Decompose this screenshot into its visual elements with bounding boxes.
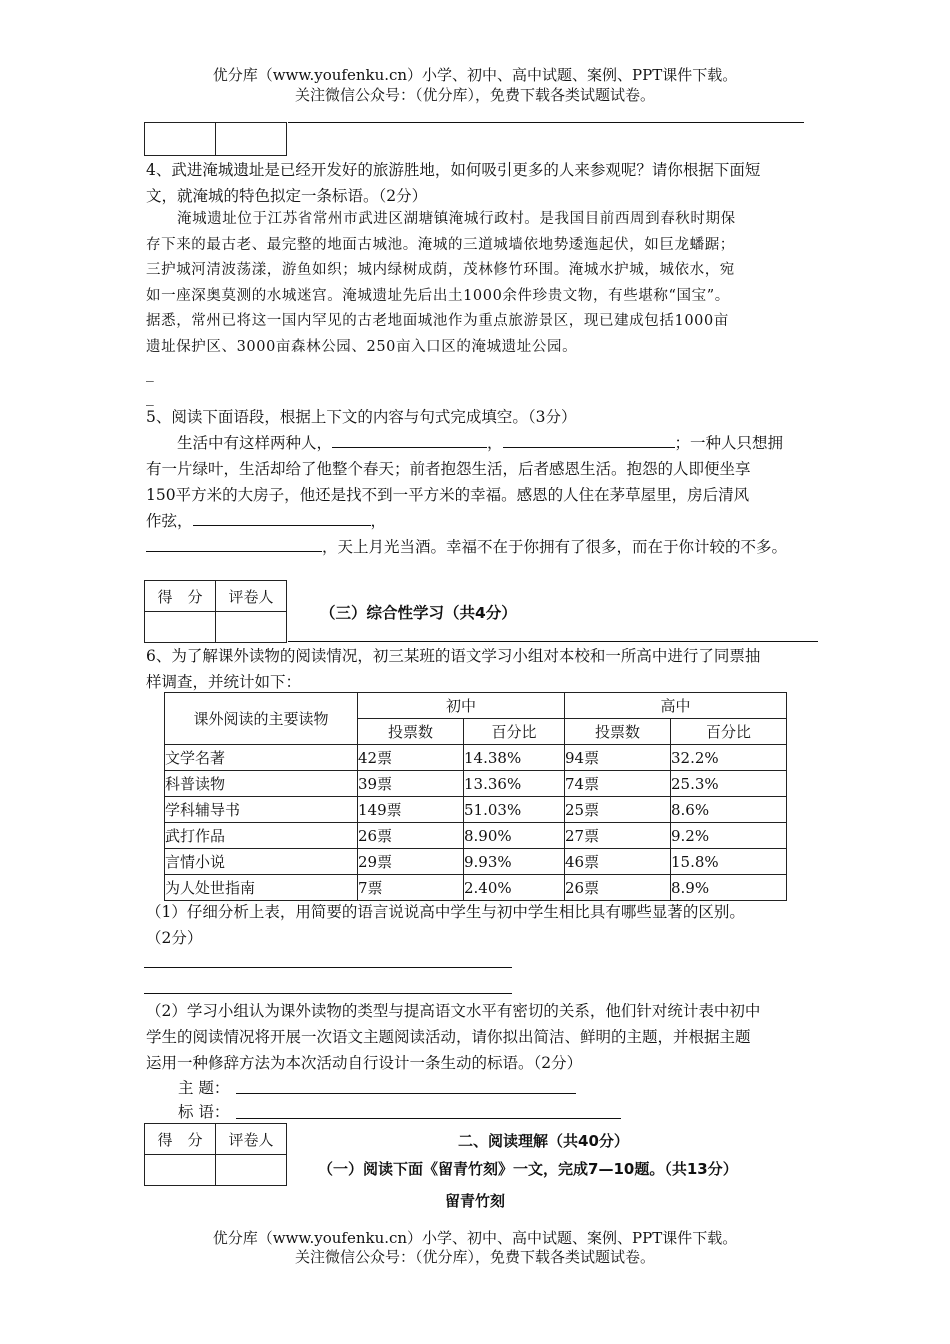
header-line-1: 优分库（www.youfenku.cn）小学、初中、高中试题、案例、PPT课件下载。 [212,66,738,84]
header-line-2: 关注微信公众号：（优分库），免费下载各类试题试卷。 [294,86,655,104]
table-header-senior: 高中 [565,693,787,719]
survey-table [164,692,787,901]
table-cell: 为人处世指南 [165,875,358,901]
table-row [165,875,787,901]
footer-line-1: 优分库（www.youfenku.cn）小学、初中、高中试题、案例、PPT课件下载。 [212,1229,738,1247]
score-input[interactable] [145,1155,216,1186]
table-cell: 27票 [565,823,671,849]
table-cell: 武打作品 [165,823,358,849]
table-row [165,823,787,849]
part2-title: 二、阅读理解（共40分） [458,1132,629,1150]
table-subheader: 投票数 [565,719,671,745]
q6-prompt-line2: 样调查，并统计如下： [146,673,302,691]
table-row [165,745,787,771]
fill-blank-2[interactable] [503,430,675,448]
rule-line [288,122,804,123]
q4-prompt [146,157,806,209]
table-cell: 8.6% [671,797,787,823]
q5-text: ；一种人只想拥 [674,434,784,452]
q5-line3: 150平方米的大房子，他还是找不到一平方米的幸福。感恩的人住在茅草屋里，房后清风 [146,486,750,504]
part2-subtitle: （一）阅读下面《留青竹刻》一文，完成7—10题。（共13分） [318,1160,738,1178]
q5-prompt: 5、阅读下面语段，根据上下文的内容与句式完成填空。（3分） [146,408,577,426]
table-cell: 74票 [565,771,671,797]
q6-sub1-line1: （1）仔细分析上表，用简要的语言说说高中学生与初中学生相比具有哪些显著的区别。 [146,903,745,921]
table-row [165,849,787,875]
q5-text: ， [487,434,503,452]
table-subheader: 百分比 [464,719,565,745]
q5-text: ， [370,512,387,530]
table-cell: 8.9% [671,875,787,901]
q4-prompt-line1: 4、武进淹城遗址是已经开发好的旅游胜地，如何吸引更多的人来参观呢？请你根据下面短 [146,161,761,179]
q6-prompt-line1: 6、为了解课外读物的阅读情况，初三某班的语文学习小组对本校和一所高中进行了同票抽 [146,647,761,665]
score-input[interactable] [145,612,216,643]
table-cell: 15.8% [671,849,787,875]
answer-dash[interactable]: _ [146,364,154,382]
article-title: 留青竹刻 [445,1192,506,1210]
score-label: 得 分 [145,581,216,612]
table-cell: 7票 [358,875,464,901]
table-cell: 42票 [358,745,464,771]
slogan-label: 标 语： [178,1103,230,1121]
top-empty-cells [144,122,287,156]
fill-blank-4[interactable] [146,534,322,552]
grader-input[interactable] [216,1155,287,1186]
table-cell: 51.03% [464,797,565,823]
theme-label: 主 题： [178,1079,230,1097]
table-row [165,771,787,797]
table-cell: 25票 [565,797,671,823]
fill-blank-3[interactable] [193,508,371,526]
table-cell: 149票 [358,797,464,823]
passage-line: 三护城河清波荡漾，游鱼如织；城内绿树成荫，茂林修竹环围。淹城水护城，城依水，宛 [146,262,735,278]
passage-line: 如一座深奥莫测的水城迷宫。淹城遗址先后出土1000余件珍贵文物，有些堪称“国宝”。 [146,287,730,304]
q5-line2: 有一片绿叶，生活却给了他整个春天；前者抱怨生活，后者感恩生活。抱怨的人即便坐享 [146,460,751,478]
q6-sub1-line2: （2分） [146,929,203,947]
table-cell: 39票 [358,771,464,797]
grader-input[interactable] [216,612,287,643]
table-cell: 94票 [565,745,671,771]
table-cell: 25.3% [671,771,787,797]
table-cell: 学科辅导书 [165,797,358,823]
answer-line[interactable] [144,967,512,968]
q5-line1 [146,430,808,456]
table-cell: 8.90% [464,823,565,849]
q5-text: 作弦， [146,512,193,530]
grader-label: 评卷人 [216,1124,287,1155]
table-cell: 46票 [565,849,671,875]
table-cell: 14.38% [464,745,565,771]
score-box [144,1123,287,1186]
q5-block [146,404,808,560]
q6-sub2-line1: （2）学习小组认为课外读物的类型与提高语文水平有密切的关系，他们针对统计表中初中 [146,1002,761,1020]
grader-label: 评卷人 [216,581,287,612]
table-cell: 26票 [565,875,671,901]
empty-cell [145,123,216,156]
q5-line5 [146,534,808,560]
table-cell: 9.93% [464,849,565,875]
table-cell: 科普读物 [165,771,358,797]
table-cell: 2.40% [464,875,565,901]
theme-input-line[interactable] [236,1093,576,1094]
fill-blank-1[interactable] [332,430,487,448]
table-subheader: 百分比 [671,719,787,745]
q4-passage [146,207,808,360]
q6-sub2-line3: 运用一种修辞方法为本次活动自行设计一条生动的标语。（2分） [146,1054,583,1072]
rule-line [288,641,818,642]
slogan-input-line[interactable] [236,1118,621,1119]
table-cell: 29票 [358,849,464,875]
footer-line-2: 关注微信公众号：（优分库），免费下载各类试题试卷。 [294,1248,655,1266]
passage-line: 淹城遗址位于江苏省常州市武进区湖塘镇淹城行政村。是我国目前西周到春秋时期保 [177,211,736,227]
table-cell: 13.36% [464,771,565,797]
table-cell: 言情小说 [165,849,358,875]
section3-title: （三）综合性学习（共4分） [320,604,517,622]
answer-line[interactable] [144,993,512,994]
passage-line: 据悉，常州已将这一国内罕见的古老地面城池作为重点旅游景区，现已建成包括1000亩 [146,313,729,329]
table-subheader: 投票数 [358,719,464,745]
answer-dash[interactable]: _ [146,388,154,406]
score-label: 得 分 [145,1124,216,1155]
table-header-main: 课外阅读的主要读物 [165,693,358,745]
passage-line: 存下来的最古老、最完整的地面古城池。淹城的三道城墙依地势逶迤起伏，如巨龙蟠踞； [146,236,735,253]
q6-prompt [146,643,808,695]
table-cell: 32.2% [671,745,787,771]
table-cell: 文学名著 [165,745,358,771]
q6-sub2 [146,998,808,1076]
table-cell: 9.2% [671,823,787,849]
q6-sub1 [146,899,808,951]
score-box [144,580,287,643]
q4-prompt-line2: 文，就淹城的特色拟定一条标语。（2分） [146,187,428,205]
q5-line4 [146,508,808,534]
table-cell: 26票 [358,823,464,849]
q5-text: ，天上月光当酒。幸福不在于你拥有了很多，而在于你计较的不多。 [322,538,788,556]
table-row [165,797,787,823]
table-header-junior: 初中 [358,693,565,719]
empty-cell [216,123,287,156]
q5-text: 生活中有这样两种人， [177,434,333,452]
passage-line: 遗址保护区、3000亩森林公园、250亩入口区的淹城遗址公园。 [146,338,578,355]
q6-sub2-line2: 学生的阅读情况将开展一次语文主题阅读活动，请你拟出简洁、鲜明的主题，并根据主题 [146,1028,751,1046]
